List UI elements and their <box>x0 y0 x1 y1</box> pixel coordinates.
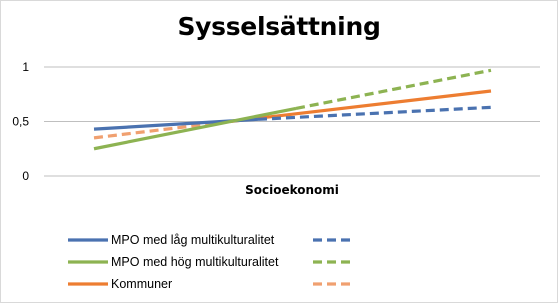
chart-title: Sysselsättning <box>177 12 381 41</box>
y-tick-labels <box>12 60 29 183</box>
x-axis-label: Socioekonomi <box>245 183 339 197</box>
legend-label: MPO med låg multikulturalitet <box>111 233 275 247</box>
legend-label: Kommuner <box>111 277 173 291</box>
legend-label: MPO med hög multikulturalitet <box>111 255 279 269</box>
y-tick-label: 0,5 <box>12 114 29 129</box>
grid-lines <box>44 67 540 176</box>
series-layer <box>94 70 491 148</box>
series-line-kommuner-solid <box>230 91 491 122</box>
legend <box>68 233 353 291</box>
y-tick-label: 0 <box>22 169 29 183</box>
y-tick-label: 1 <box>22 60 29 74</box>
